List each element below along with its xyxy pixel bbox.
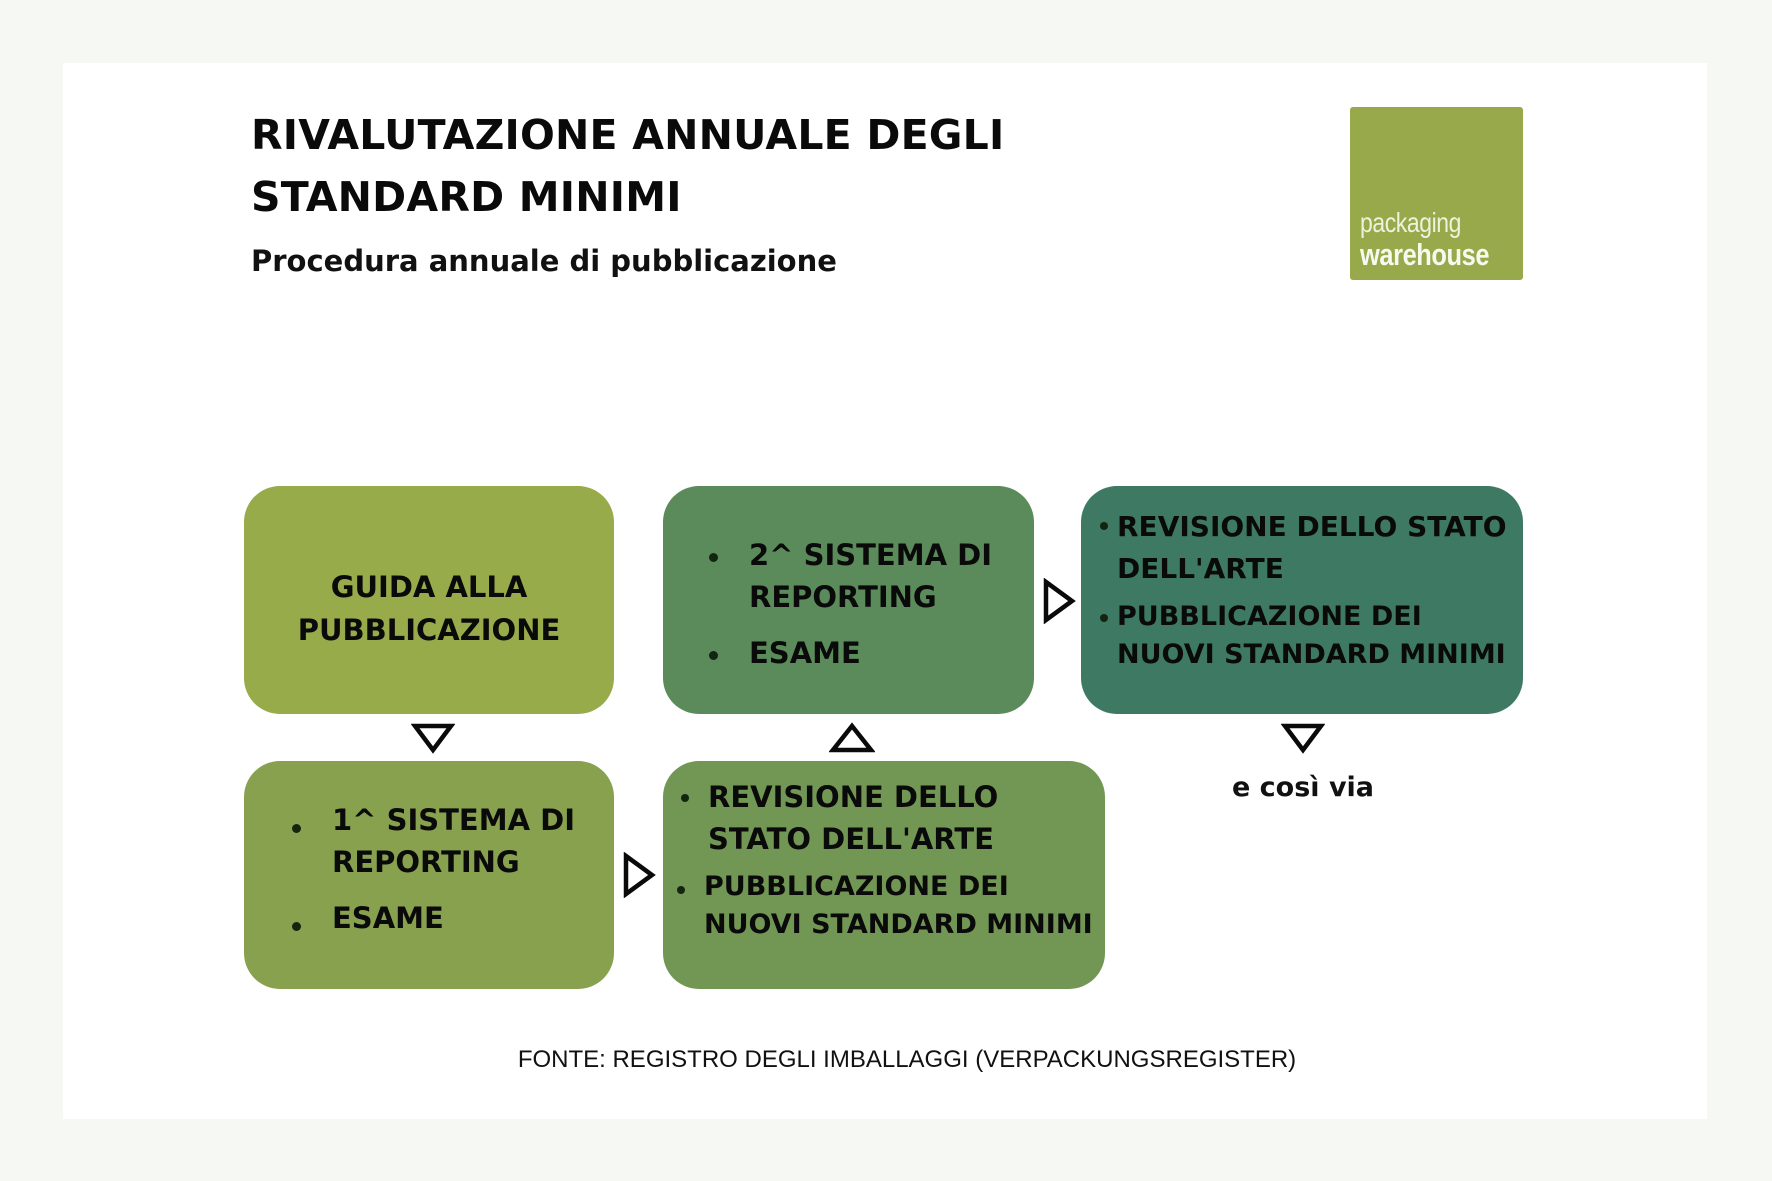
- step-reporting-1: [244, 761, 614, 989]
- bullet-item: [1117, 506, 1512, 590]
- step-label: [244, 566, 614, 652]
- arrow-down-icon: [411, 722, 455, 754]
- bullet-text: 2^ SISTEMA DI REPORTING: [749, 538, 992, 614]
- arrow-up-icon: [829, 722, 875, 754]
- bullet-text: REVISIONE DELLO STATO DELL'ARTE: [708, 780, 999, 856]
- title-line-1: RIVALUTAZIONE ANNUALE DEGLI: [251, 111, 1005, 159]
- step-bullet-list: [1117, 506, 1512, 682]
- bullet-text: PUBBLICAZIONE DEI NUOVI STANDARD MINIMI: [704, 871, 1093, 940]
- bullet-dot-icon: [292, 922, 301, 931]
- page-title: [251, 104, 1151, 228]
- step-label-line-2: PUBBLICAZIONE: [297, 613, 561, 647]
- bullet-item: [749, 632, 1009, 674]
- source-caption: FONTE: REGISTRO DEGLI IMBALLAGGI (VERPACKUNGSREGISTER): [517, 1046, 1297, 1073]
- step-reporting-2: [663, 486, 1034, 714]
- arrow-down-icon: [1281, 722, 1325, 754]
- step-bullet-list: [704, 776, 1098, 952]
- arrow-right-icon: [622, 852, 656, 898]
- bullet-dot-icon: [292, 824, 301, 833]
- arrow-right-icon: [1042, 578, 1076, 624]
- bullet-dot-icon: [709, 651, 718, 660]
- bullet-item: [704, 868, 1098, 944]
- bullet-text: 1^ SISTEMA DI REPORTING: [332, 803, 575, 879]
- logo-text-packaging: packaging: [1360, 207, 1461, 238]
- bullet-item: [708, 776, 1098, 860]
- bullet-item: [1117, 598, 1512, 674]
- logo-text-warehouse: warehouse: [1360, 237, 1490, 272]
- step-label-line-1: GUIDA ALLA: [330, 570, 528, 604]
- bullet-item: [749, 534, 1009, 618]
- bullet-text: PUBBLICAZIONE DEI NUOVI STANDARD MINIMI: [1117, 601, 1506, 670]
- continuation-label: e così via: [1231, 772, 1375, 803]
- step-guida-alla-pubblicazione: [244, 486, 614, 714]
- bullet-dot-icon: [1100, 614, 1108, 622]
- bullet-text: REVISIONE DELLO STATO DELL'ARTE: [1117, 510, 1507, 585]
- bullet-text: ESAME: [332, 901, 444, 935]
- bullet-dot-icon: [1100, 522, 1108, 530]
- bullet-dot-icon: [677, 886, 685, 894]
- step-bullet-list: [332, 799, 582, 953]
- step-revisione-2: [1081, 486, 1523, 714]
- bullet-dot-icon: [709, 553, 718, 562]
- bullet-item: [332, 799, 582, 883]
- packaging-warehouse-logo: [1350, 107, 1523, 280]
- step-bullet-list: [749, 534, 1009, 688]
- title-line-2: STANDARD MINIMI: [251, 173, 682, 221]
- step-revisione-1: [663, 761, 1105, 989]
- bullet-dot-icon: [681, 794, 689, 802]
- bullet-item: [332, 897, 582, 939]
- bullet-text: ESAME: [749, 636, 861, 670]
- page-subtitle: Procedura annuale di pubblicazione: [251, 244, 837, 278]
